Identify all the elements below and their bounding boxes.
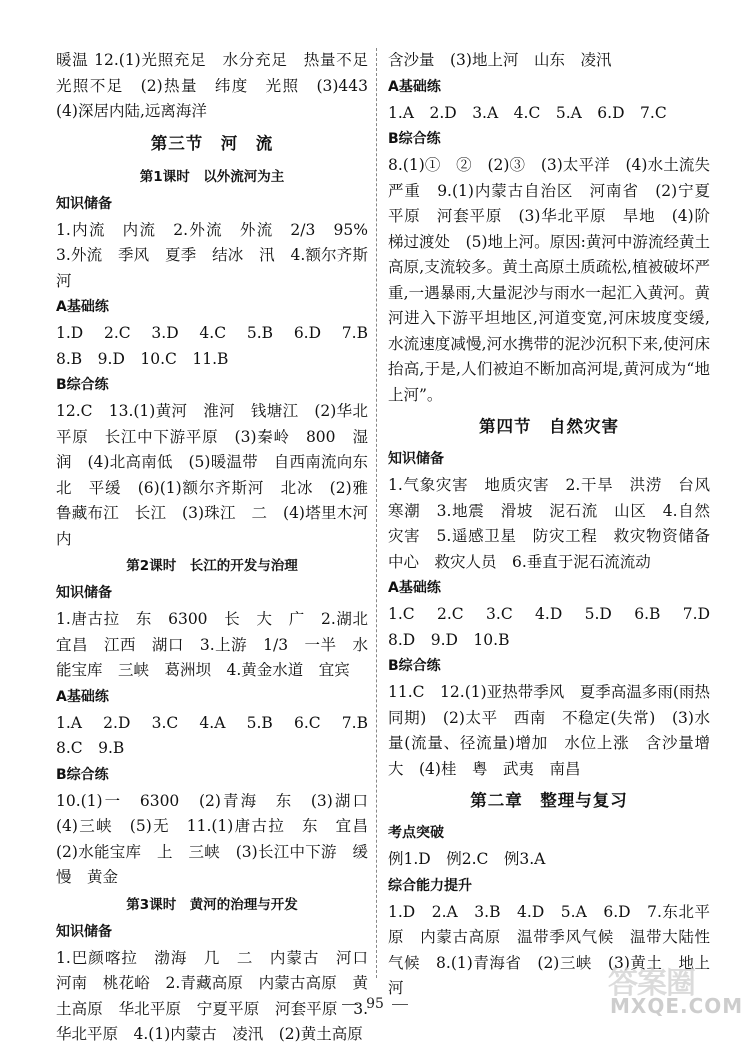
- answer-block: 11.C 12.(1)亚热带季风 夏季高温多雨(雨热同期) (2)太平 西南 不稳定(失常) (3)水量(流量、径流量)增加 水位上涨 含沙量增大 (4)桂 粤 武夷 南昌: [388, 683, 710, 778]
- answer-block: 10.(1)一 6300 (2)青海 东 (3)湖口 (4)三峡 (5)无 11.(1)唐古拉 东 宜昌 (2)水能宝库 上 三峡 (3)长江中下游 缓慢 黄金: [56, 791, 384, 886]
- answer-block: 暖温 12.(1)光照充足 水分充足 热量不足 光照不足 (2)热量 纬度 光照 (3)443 (4)深居内陆,远离海洋: [56, 51, 384, 120]
- answer-block: 1.A 2.D 3.C 4.A 5.B 6.C 7.B 8.C 9.B: [56, 713, 384, 757]
- subsection-label: A基础练: [56, 299, 109, 315]
- answer-block: 1.D 2.C 3.D 4.C 5.B 6.D 7.B 8.B 9.D 10.C 11.B: [56, 324, 384, 368]
- chapter-title: 第二章 整理与复习: [470, 791, 628, 810]
- left-column: [56, 48, 384, 1048]
- page-number-text: 95: [366, 996, 384, 1012]
- subsection-label: B综合练: [56, 377, 109, 393]
- subsection-label: 综合能力提升: [388, 877, 472, 894]
- answer-block: 1.A 2.D 3.A 4.C 5.A 6.D 7.C: [388, 103, 667, 122]
- answer-block: 1.气象灾害 地质灾害 2.干旱 洪涝 台风 寒潮 3.地震 滑坡 泥石流 山区 4.自然灾害 5.遥感卫星 防灾工程 救灾物资储备中心 救灾人员 6.垂直于泥石流流动: [388, 476, 726, 571]
- answer-block: 8.(1)① ② (2)③ (3)太平洋 (4)水土流失严重 9.(1)内蒙古自治区 河南省 (2)宁夏平原 河套平原 (3)华北平原 旱地 (4)阶梯过渡处 (5)地上河。原因:黄河中游流经黄土高原,支流较多。黄土高原土质疏松,植被破坏严重,一遇暴雨,大量泥沙与雨水一起汇入黄河。黄河进入下游平坦地区,河道变宽,河床坡度变缓,水流速度减慢,河水携带的泥沙沉积下来,使河床抬高,于是,人们被迫不断加高河堤,黄河成为“地上河”。: [388, 156, 710, 404]
- dash-left: [342, 1004, 358, 1005]
- subsection-label: B综合练: [388, 658, 441, 674]
- answer-block: 1.巴颜喀拉 渤海 几 二 内蒙古 河口 河南 桃花峪 2.青藏高原 内蒙古高原 黄土高原 华北平原 宁夏平原 河套平原 3.华北平原 4.(1)内蒙古 凌汛 (2)黄土高原: [56, 948, 384, 1043]
- answer-block: 1.D 2.A 3.B 4.D 5.A 6.D 7.东北平原 内蒙古高原 温带季风气候 温带大陆性气候 8.(1)青海省 (2)三峡 (3)黄土 地上河: [388, 902, 710, 997]
- watermark-url: MXQE.COM: [610, 994, 744, 1018]
- answer-block: 1.唐古拉 东 6300 长 大 广 2.湖北 宜昌 江西 湖口 3.上游 1/3 一半 水能宝库 三峡 葛洲坝 4.黄金水道 宜宾: [56, 610, 384, 679]
- answer-block: 12.C 13.(1)黄河 淮河 钱塘江 (2)华北平原 长江中下游平原 (3)秦岭 800 湿润 (4)北高南低 (5)暖温带 自西南流向东北 平缓 (6)(1)额尔齐斯河 北冰 (2)雅鲁藏布江 长江 (3)珠江 二 (4)塔里木河 内: [56, 402, 384, 548]
- answer-block: 1.C 2.C 3.C 4.D 5.D 6.B 7.D 8.D 9.D 10.B: [388, 605, 726, 649]
- section-title: 第四节 自然灾害: [479, 417, 619, 436]
- answer-block: 1.内流 内流 2.外流 外流 2/3 95% 3.外流 季风 夏季 结冰 汛 4.额尔齐斯河: [56, 220, 384, 290]
- section-title: 第三节 河 流: [150, 133, 274, 153]
- subsection-label: B综合练: [56, 766, 109, 783]
- subsection-label: 知识储备: [56, 195, 112, 212]
- subsection-label: A基础练: [388, 580, 441, 596]
- lesson-title: 第1课时 以外流河为主: [139, 168, 285, 185]
- right-column: [388, 48, 726, 1002]
- subsection-label: 知识储备: [388, 451, 444, 467]
- subsection-label: 知识储备: [56, 585, 112, 601]
- watermark-logo: [608, 958, 744, 1020]
- subsection-label: A基础练: [388, 78, 441, 95]
- lesson-title: 第3课时 黄河的治理与开发: [126, 896, 298, 913]
- subsection-label: 考点突破: [388, 825, 444, 841]
- answer-block: 含沙量 (3)地上河 山东 凌汛: [388, 51, 612, 69]
- watermark-text: 答案圈: [608, 966, 695, 1001]
- answer-block: 例1.D 例2.C 例3.A: [388, 850, 546, 868]
- subsection-label: 知识储备: [56, 923, 112, 940]
- subsection-label: A基础练: [56, 688, 109, 705]
- subsection-label: B综合练: [388, 131, 441, 147]
- lesson-title: 第2课时 长江的开发与治理: [126, 558, 298, 574]
- dash-right: [392, 1004, 408, 1005]
